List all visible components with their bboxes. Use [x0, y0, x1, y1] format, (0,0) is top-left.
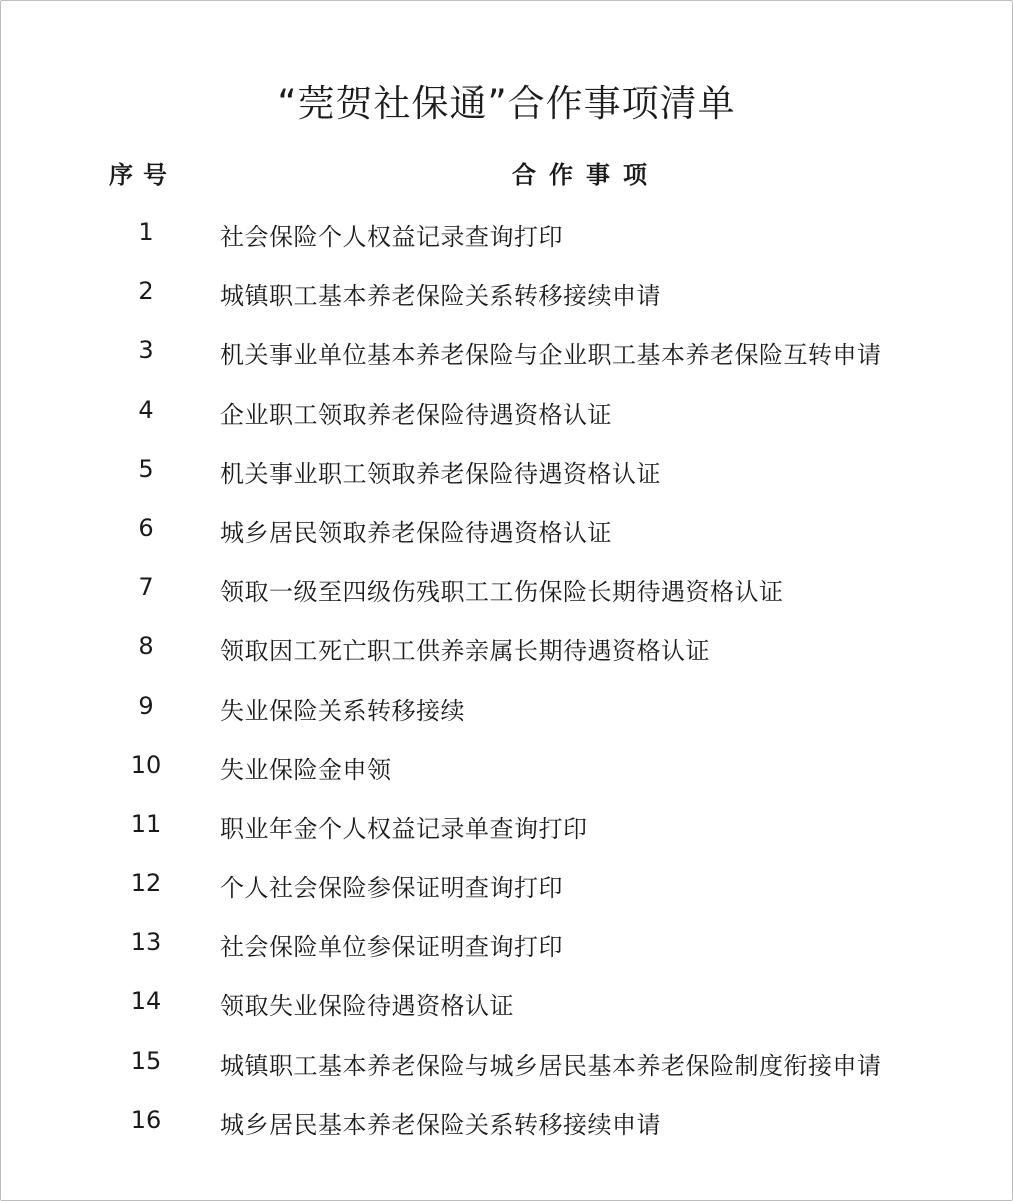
list-row [1, 796, 1012, 855]
list-row [1, 678, 1012, 737]
list-row [1, 1092, 1012, 1151]
item-list [1, 204, 1012, 1151]
row-item-text: 个人社会保险参保证明查询打印 [220, 874, 563, 903]
row-number: 11 [130, 809, 162, 838]
row-number: 1 [138, 218, 154, 246]
list-row [1, 382, 1012, 441]
list-row [1, 973, 1012, 1032]
document-title: “莞贺社保通”合作事项清单 [277, 82, 736, 125]
list-row [1, 263, 1012, 322]
row-item-text: 社会保险单位参保证明查询打印 [220, 933, 563, 962]
row-item-text: 失业保险关系转移接续 [220, 696, 465, 725]
row-number: 9 [138, 691, 154, 720]
list-row [1, 204, 1012, 263]
list-row [1, 322, 1012, 381]
row-number: 3 [138, 336, 154, 365]
row-item-text: 失业保险金申领 [220, 755, 392, 784]
row-number: 14 [130, 987, 162, 1016]
row-item-text: 城乡居民基本养老保险关系转移接续申请 [220, 1110, 661, 1139]
row-number: 12 [130, 869, 162, 898]
list-row [1, 737, 1012, 796]
row-number: 8 [138, 632, 154, 661]
list-row [1, 441, 1012, 500]
row-item-text: 城镇职工基本养老保险与城乡居民基本养老保险制度衔接申请 [220, 1051, 882, 1080]
column-header-item: 合作事项 [512, 161, 660, 189]
row-item-text: 职业年金个人权益记录单查询打印 [220, 814, 588, 843]
list-row [1, 618, 1012, 677]
row-number: 5 [138, 454, 154, 483]
row-number: 16 [130, 1105, 162, 1134]
list-row [1, 500, 1012, 559]
row-number: 13 [130, 928, 162, 957]
row-item-text: 领取一级至四级伤残职工工伤保险长期待遇资格认证 [220, 578, 784, 607]
row-item-text: 机关事业职工领取养老保险待遇资格认证 [220, 459, 661, 488]
row-number: 10 [130, 750, 162, 779]
column-header-number: 序号 [109, 161, 177, 189]
row-number: 15 [130, 1046, 162, 1075]
row-item-text: 社会保险个人权益记录查询打印 [220, 223, 563, 251]
row-item-text: 企业职工领取养老保险待遇资格认证 [220, 400, 612, 429]
row-number: 7 [138, 573, 154, 602]
row-number: 2 [138, 277, 154, 306]
row-item-text: 城镇职工基本养老保险关系转移接续申请 [220, 282, 661, 311]
row-number: 6 [138, 513, 154, 542]
row-item-text: 城乡居民领取养老保险待遇资格认证 [220, 518, 612, 547]
row-item-text: 机关事业单位基本养老保险与企业职工基本养老保险互转申请 [220, 341, 882, 370]
row-number: 4 [138, 395, 154, 424]
list-row [1, 559, 1012, 618]
list-row [1, 914, 1012, 973]
row-item-text: 领取失业保险待遇资格认证 [220, 992, 514, 1021]
list-row [1, 855, 1012, 914]
row-item-text: 领取因工死亡职工供养亲属长期待遇资格认证 [220, 637, 710, 666]
list-row [1, 1033, 1012, 1092]
